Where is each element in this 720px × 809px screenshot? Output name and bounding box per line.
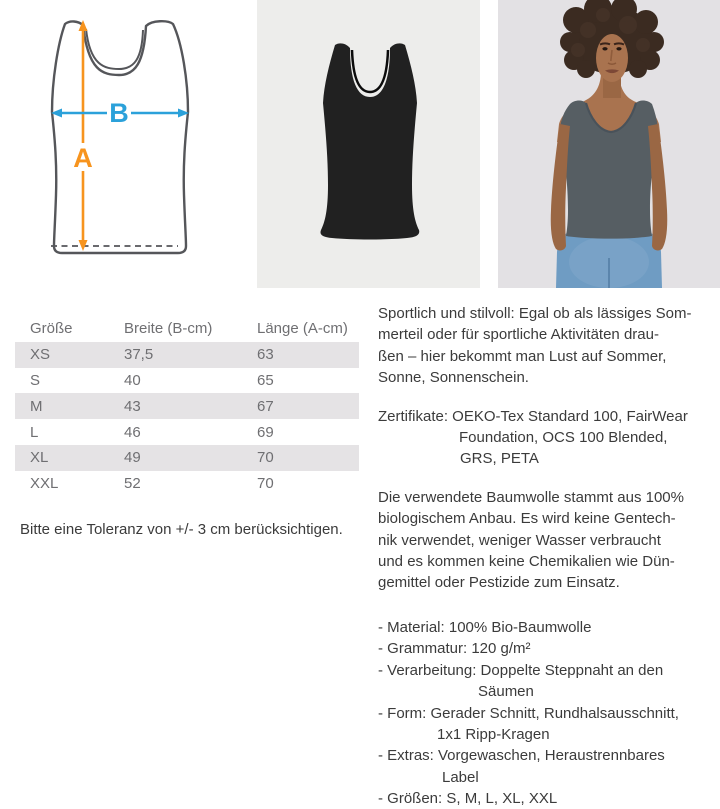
description-line: gemittel oder Pestizide zum Einsatz. (378, 574, 620, 592)
label-b: B (109, 98, 129, 128)
description-list (378, 617, 720, 809)
size-table-cell: 70 (257, 449, 274, 467)
size-table-header-breite: Breite (B-cm) (124, 320, 213, 338)
description-line: - Verarbeitung: Doppelte Steppnaht an den (378, 661, 664, 679)
model-wearing-tank-top-image (498, 0, 720, 288)
size-table-cell: 63 (257, 346, 274, 364)
size-table-row (15, 419, 359, 445)
description-line: und es kommen keine Chemikalien wie Dün- (378, 553, 675, 571)
size-table-cell: 46 (124, 423, 141, 441)
tank-top-measurement-drawing (18, 5, 232, 283)
size-table-header-row (15, 316, 359, 342)
description-line: - Grammatur: 120 g/m² (378, 640, 531, 658)
description-column (378, 303, 720, 809)
size-table-header-groesse: Größe (30, 320, 73, 338)
description-line: Label (442, 768, 479, 786)
description-line: - Größen: S, M, L, XL, XXL (378, 790, 558, 808)
size-table-row (15, 368, 359, 394)
size-table-cell: M (30, 397, 43, 415)
size-table-cell: 65 (257, 371, 274, 389)
description-line: Sonne, Sonnenschein. (378, 369, 529, 387)
model-jeans (556, 231, 662, 288)
black-tank-top-image (257, 0, 480, 288)
size-table-cell: 70 (257, 475, 274, 493)
size-table-header-laenge: Länge (A-cm) (257, 320, 348, 338)
size-table-row (15, 445, 359, 471)
model-photo-grey-tank-top[interactable] (498, 0, 720, 288)
description-line: Foundation, OCS 100 Blended, (459, 429, 668, 447)
description-line: biologischem Anbau. Es wird keine Gentech- (378, 510, 676, 528)
description-line: Sportlich und stilvoll: Egal ob als lässiges Som- (378, 305, 692, 322)
tank-top-outline (52, 21, 188, 253)
size-table-cell: S (30, 371, 41, 389)
description-paragraph (378, 406, 720, 470)
description-line: Säumen (478, 683, 534, 701)
product-photo-black-tank-top[interactable] (257, 0, 480, 288)
description-line: ßen – hier bekommt man Lust auf Sommer, (378, 347, 667, 365)
size-table-cell: 40 (124, 371, 141, 389)
description-line: Zertifikate: OEKO-Tex Standard 100, FairWear (378, 407, 688, 425)
description-line: GRS, PETA (460, 450, 539, 468)
tolerance-note: Bitte eine Toleranz von +/- 3 cm berücksichtigen. (20, 521, 343, 538)
description-line: - Form: Gerader Schnitt, Rundhalsausschnitt, (378, 704, 679, 722)
description-line: 1x1 Ripp-Kragen (437, 725, 550, 743)
label-a: A (73, 143, 93, 173)
size-table-cell: XS (30, 346, 51, 364)
size-table-cell: 37,5 (124, 346, 154, 364)
size-table-cell: 67 (257, 397, 274, 415)
model-face (596, 34, 628, 82)
size-table-cell: 69 (257, 423, 274, 441)
description-paragraph (378, 303, 720, 389)
size-table-cell: XL (30, 449, 49, 467)
size-table-cell: 52 (124, 475, 141, 493)
size-table-row (15, 471, 359, 497)
size-table-cell: XXL (30, 475, 59, 493)
size-table-row (15, 393, 359, 419)
size-table-cell: 43 (124, 397, 141, 415)
model-head (560, 0, 664, 98)
description-paragraph (378, 487, 720, 594)
size-table (15, 316, 359, 497)
black-tank-top-shape (320, 43, 419, 239)
description-line: Die verwendete Baumwolle stammt aus 100% (378, 488, 684, 506)
description-line: - Material: 100% Bio-Baumwolle (378, 618, 592, 636)
size-table-cell: L (30, 423, 39, 441)
size-table-body (15, 342, 359, 497)
size-measurement-diagram[interactable] (18, 5, 232, 283)
description-line: merteil oder für sportliche Aktivitäten drau- (378, 326, 659, 344)
black-tank-collar-line (352, 50, 388, 92)
description-line: nik verwendet, weniger Wasser verbraucht (378, 531, 661, 549)
size-table-row (15, 342, 359, 368)
description-line: - Extras: Vorgewaschen, Heraustrennbares (378, 747, 665, 765)
size-table-cell: 49 (124, 449, 141, 467)
